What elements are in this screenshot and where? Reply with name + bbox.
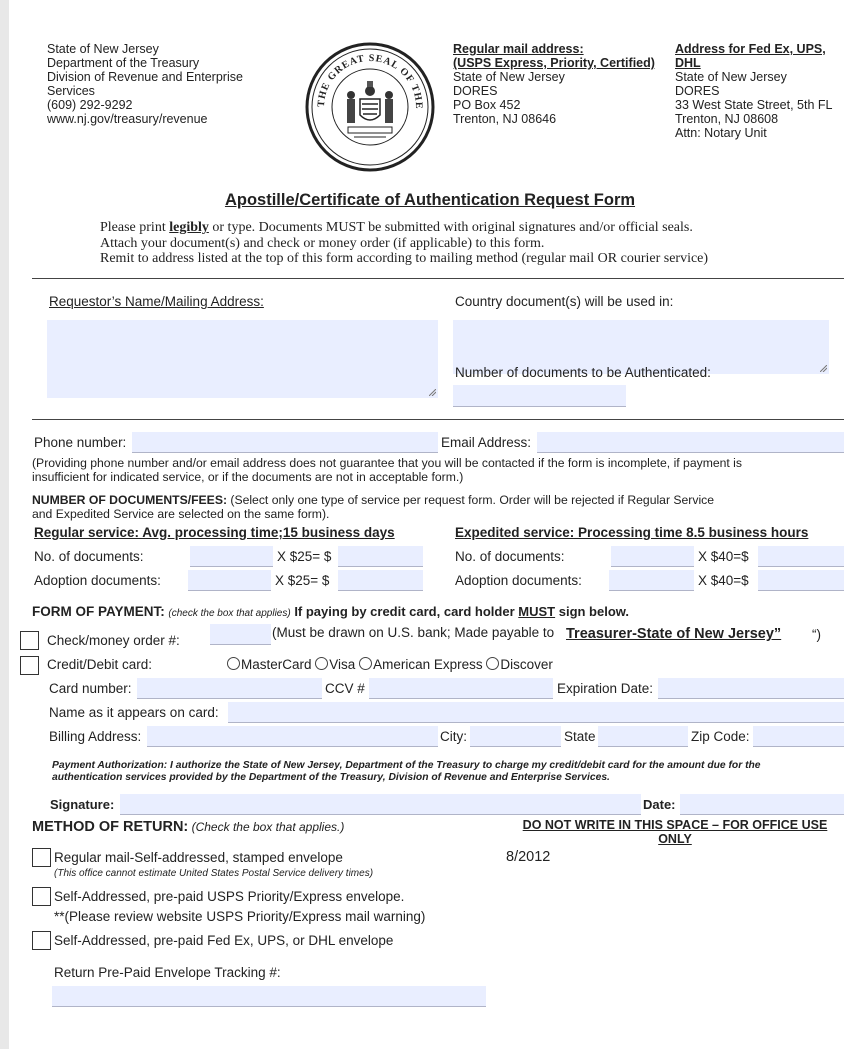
expedited-rate: X $40=$: [698, 549, 749, 564]
name-on-card-label: Name as it appears on card:: [49, 705, 219, 720]
form-version: 8/2012: [506, 849, 551, 865]
card-number-label: Card number:: [49, 681, 132, 696]
tracking-input[interactable]: [52, 986, 486, 1007]
agency-website: www.nj.gov/treasury/revenue: [47, 112, 208, 126]
return-regular-mail-checkbox[interactable]: [32, 848, 51, 867]
zip-label: Zip Code:: [691, 729, 750, 744]
radio-icon[interactable]: [315, 657, 328, 670]
card-option-visa[interactable]: Visa: [315, 657, 355, 672]
agency-line: Department of the Treasury: [47, 56, 200, 70]
payment-heading: FORM OF PAYMENT:: [32, 604, 165, 619]
instruction-line: Please print legibly or type. Documents MUST be submitted with original signatures and/or official seals.: [100, 220, 693, 235]
agency-line: Services: [47, 84, 95, 98]
billing-label: Billing Address:: [49, 729, 142, 744]
address-line: Attn: Notary Unit: [675, 126, 767, 140]
return-courier-prepaid-checkbox[interactable]: [32, 931, 51, 950]
return-usps-prepaid-checkbox[interactable]: [32, 887, 51, 906]
divider: [32, 278, 844, 279]
radio-icon[interactable]: [486, 657, 499, 670]
regular-service-heading: Regular service: Avg. processing time;15 business days: [34, 525, 395, 540]
address-line: 33 West State Street, 5th FL: [675, 98, 833, 112]
return-heading-row: [32, 818, 344, 836]
regular-adoption-count-input[interactable]: [188, 570, 271, 591]
expedited-adoption-count-input[interactable]: [609, 570, 694, 591]
state-label: State: [564, 729, 596, 744]
ccv-label: CCV #: [325, 681, 365, 696]
expedited-docs-total-input[interactable]: [758, 546, 844, 567]
address-line: State of New Jersey: [453, 70, 565, 84]
country-label: Country document(s) will be used in:: [455, 294, 674, 309]
check-payment-checkbox[interactable]: [20, 631, 39, 650]
expedited-adoption-label: Adoption documents:: [455, 573, 582, 588]
phone-label: Phone number:: [34, 435, 127, 450]
name-on-card-input[interactable]: [228, 702, 844, 723]
instruction-line: Remit to address listed at the top of this form according to mailing method (regular mail OR courier service): [100, 251, 709, 266]
resize-handle-icon[interactable]: [820, 365, 827, 372]
courier-subheading: DHL: [675, 56, 701, 70]
requestor-address-input[interactable]: [47, 320, 438, 398]
check-label: Check/money order #:: [47, 633, 180, 648]
billing-address-input[interactable]: [147, 726, 438, 747]
return-hint: (Check the box that applies.): [188, 820, 345, 834]
resize-handle-icon[interactable]: [429, 389, 436, 396]
card-option-discover[interactable]: Discover: [486, 657, 553, 672]
form-title: Apostille/Certificate of Authentication Request Form: [224, 191, 636, 209]
num-docs-input[interactable]: [453, 385, 626, 407]
regular-adoption-total-input[interactable]: [338, 570, 423, 591]
check-note: (Must be drawn on U.S. bank; Made payable to: [272, 625, 555, 640]
fees-heading: NUMBER OF DOCUMENTS/FEES:: [32, 493, 227, 507]
agency-line: State of New Jersey: [47, 42, 159, 56]
zip-input[interactable]: [753, 726, 844, 747]
payment-authorization: Payment Authorization: I authorize the State of New Jersey, Department of the Treasury to charge my credit/debit card for the amount due for the authentication services provided by the Department of the Treasury, Division of Revenue and Enterprise Services.: [52, 760, 761, 783]
svg-text:THE GREAT SEAL OF THE STATE OF: THE GREAT SEAL OF THE: [315, 52, 425, 110]
payee-name: Treasurer-State of New Jersey”: [566, 626, 782, 642]
city-input[interactable]: [470, 726, 561, 747]
card-number-input[interactable]: [137, 678, 322, 699]
email-input[interactable]: [537, 432, 844, 453]
num-docs-label: Number of documents to be Authenticated:: [455, 365, 711, 380]
regular-docs-count-input[interactable]: [190, 546, 273, 567]
return-option-label: Regular mail-Self-addressed, stamped envelope: [54, 850, 343, 865]
signature-label: Signature:: [50, 797, 115, 812]
courier-heading: Address for Fed Ex, UPS,: [675, 42, 826, 56]
card-label: Credit/Debit card:: [47, 657, 153, 672]
agency-block: [47, 42, 243, 126]
return-option-label: Self-Addressed, pre-paid USPS Priority/Express envelope.: [54, 889, 405, 904]
ccv-input[interactable]: [369, 678, 553, 699]
address-line: PO Box 452: [453, 98, 521, 112]
return-option-note: **(Please review website USPS Priority/Express mail warning): [54, 909, 426, 924]
instruction-line: Attach your document(s) and check or money order (if applicable) to this form.: [100, 235, 545, 251]
card-option-amex[interactable]: American Express: [359, 657, 483, 672]
agency-phone: (609) 292-9292: [47, 98, 133, 112]
email-label: Email Address:: [441, 435, 532, 450]
regular-mail-subheading: (USPS Express, Priority, Certified): [453, 56, 655, 70]
regular-mail-address: [453, 42, 655, 126]
phone-input[interactable]: [132, 432, 438, 453]
expedited-adoption-rate: X $40=$: [698, 573, 749, 588]
divider: [32, 419, 844, 420]
state-input[interactable]: [598, 726, 688, 747]
return-option-note: (This office cannot estimate United States Postal Service delivery times): [54, 868, 374, 879]
contact-note: (Providing phone number and/or email address does not guarantee that you will be contacted if the form is incomplete, if payment is insufficient for indicated service, or if the documents are not in acceptable form.): [32, 456, 742, 484]
address-line: DORES: [453, 84, 498, 98]
address-line: State of New Jersey: [675, 70, 787, 84]
instructions: [100, 220, 708, 267]
payment-heading-row: FORM OF PAYMENT: (check the box that applies) If paying by credit card, card holder MUST sign below.: [32, 604, 630, 619]
check-number-input[interactable]: [210, 624, 271, 645]
requestor-label: Requestor’s Name/Mailing Address:: [49, 294, 264, 309]
radio-icon[interactable]: [359, 657, 372, 670]
expedited-docs-label: No. of documents:: [455, 549, 565, 564]
regular-docs-total-input[interactable]: [338, 546, 423, 567]
return-heading: METHOD OF RETURN:: [32, 819, 189, 835]
card-payment-checkbox[interactable]: [20, 656, 39, 675]
expedited-service-heading: Expedited service: Processing time 8.5 business hours: [455, 525, 809, 540]
date-label: Date:: [643, 797, 676, 812]
city-label: City:: [440, 729, 467, 744]
agency-line: Division of Revenue and Enterprise: [47, 70, 243, 84]
radio-icon[interactable]: [227, 657, 240, 670]
address-line: Trenton, NJ 08608: [675, 112, 779, 126]
address-line: Trenton, NJ 08646: [453, 112, 557, 126]
address-line: DORES: [675, 84, 720, 98]
date-input[interactable]: [680, 794, 844, 815]
card-option-mastercard[interactable]: MasterCard: [227, 657, 312, 672]
expedited-adoption-total-input[interactable]: [758, 570, 844, 591]
expiration-label: Expiration Date:: [557, 681, 654, 696]
regular-mail-heading: Regular mail address:: [453, 42, 584, 56]
expiration-input[interactable]: [658, 678, 844, 699]
regular-docs-label: No. of documents:: [34, 549, 144, 564]
expedited-docs-count-input[interactable]: [611, 546, 694, 567]
fees-note: NUMBER OF DOCUMENTS/FEES: (Select only one type of service per request form. Order will be rejected if Regular Service and Expedited Service are selected on the same form).: [32, 493, 715, 521]
signature-input[interactable]: [120, 794, 641, 815]
tracking-label: Return Pre-Paid Envelope Tracking #:: [54, 965, 281, 980]
payee-end: “): [812, 627, 821, 642]
courier-address: [675, 42, 833, 140]
return-option-label: Self-Addressed, pre-paid Fed Ex, UPS, or DHL envelope: [54, 933, 394, 948]
card-type-options: [227, 657, 553, 672]
regular-rate: X $25= $: [277, 549, 332, 564]
state-seal-icon: [304, 41, 436, 173]
regular-adoption-label: Adoption documents:: [34, 573, 161, 588]
regular-adoption-rate: X $25= $: [275, 573, 330, 588]
office-use-notice: DO NOT WRITE IN THIS SPACE – FOR OFFICE USE ONLY: [522, 818, 828, 846]
payment-hint: (check the box that applies): [168, 608, 291, 619]
page-left-gutter: [0, 0, 9, 1049]
